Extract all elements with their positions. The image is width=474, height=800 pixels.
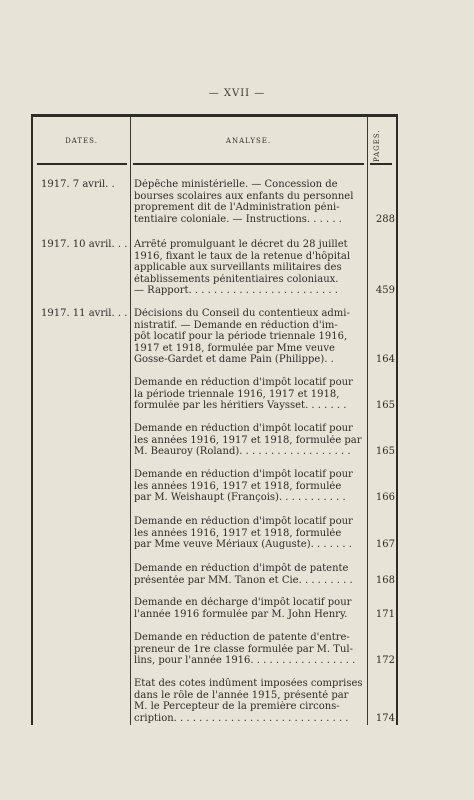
entry-line: Demande en réduction d'impôt locatif pour — [134, 469, 353, 480]
entry-date: 1917. 7 avril. . — [41, 179, 115, 190]
entry-analysis — [134, 563, 366, 586]
entry-analysis — [134, 423, 366, 458]
entry-line: Décisions du Conseil du contentieux admi- — [134, 308, 350, 319]
entry-line: les années 1916, 1917 et 1918, formulée — [134, 527, 342, 539]
entry-line: Dépêche ministérielle. — Concession de — [134, 179, 338, 190]
dates-column-header: DATES. — [65, 137, 98, 145]
entry-date: 1917. 11 avril. . . — [41, 308, 128, 319]
header-rule — [37, 163, 127, 165]
entry-line: cription. . . . . . . . . . . . . . . . . . . . . . . . . . . . — [134, 712, 349, 724]
entry-analysis — [134, 179, 366, 225]
entry-page: 166 — [375, 492, 395, 504]
entry-line: Gosse-Gardet et dame Pain (Philippe). . — [134, 354, 334, 366]
entry-page: 171 — [375, 608, 395, 620]
column-divider — [367, 117, 368, 725]
entry-line: — Rapport. . . . . . . . . . . . . . . . . . . . . . . . — [134, 285, 338, 297]
entry-line: nistratif. — Demande en réduction d'im- — [134, 319, 338, 331]
entry-line: formulée par les héritiers Vaysset. . . . . . . — [134, 400, 347, 412]
entry-line: les années 1916, 1917 et 1918, formulée par — [134, 434, 362, 446]
entry-line: preneur de 1re classe formulée par M. Tul- — [134, 643, 353, 655]
entry-line: lins, pour l'année 1916. . . . . . . . . . . . . . . . . — [134, 655, 356, 667]
entry-line: Demande en réduction d'impôt de patente — [134, 563, 349, 574]
entry-analysis — [134, 308, 366, 366]
entry-line: État des cotes indûment imposées comprises — [134, 678, 363, 689]
entry-line: dans le rôle de l'année 1915, présenté par — [134, 689, 349, 701]
entry-page: 288 — [375, 213, 395, 225]
entry-analysis — [134, 678, 366, 724]
entry-line: M. Beauroy (Roland). . . . . . . . . . . . . . . . . . — [134, 446, 351, 458]
entry-page: 168 — [375, 574, 395, 586]
analyse-column-header: ANALYSE. — [225, 137, 272, 145]
entry-analysis — [134, 469, 366, 504]
entry-page: 164 — [375, 354, 395, 366]
entry-analysis — [134, 516, 366, 551]
entry-date: 1917. 10 avril. . . — [41, 239, 128, 250]
entry-analysis — [134, 597, 366, 620]
entry-line: M. le Percepteur de la première circons- — [134, 701, 340, 713]
entry-line: Demande en réduction d'impôt locatif pour — [134, 516, 353, 527]
entry-line: par Mme veuve Mériaux (Auguste). . . . . . . — [134, 539, 352, 551]
entry-page: 165 — [375, 400, 395, 412]
entry-page: 172 — [375, 655, 395, 667]
entry-line: la période triennale 1916, 1917 et 1918, — [134, 388, 340, 400]
entry-line: Demande en décharge d'impôt locatif pour — [134, 597, 352, 608]
entry-line: établissements pénitentiaires coloniaux. — [134, 273, 339, 285]
entry-page: 167 — [375, 539, 395, 551]
column-divider — [130, 117, 131, 725]
header-rule — [370, 163, 392, 165]
entry-analysis — [134, 632, 366, 667]
entry-line: 1916, fixant le taux de la retenue d'hôpital — [134, 250, 351, 262]
entry-analysis — [134, 239, 366, 297]
entry-line: pôt locatif pour la période triennale 1916, — [134, 331, 348, 343]
header-rule — [133, 163, 364, 165]
entry-line: tentiaire coloniale. — Instructions. . . . . . — [134, 213, 342, 225]
entry-page: 165 — [375, 446, 395, 458]
entry-line: bourses scolaires aux enfants du personnel — [134, 190, 354, 202]
entry-line: proprement dit de l'Administration péni- — [134, 202, 340, 214]
entry-line: les années 1916, 1917 et 1918, formulée — [134, 480, 342, 492]
entry-line: Demande en réduction de patente d'entre- — [134, 632, 350, 643]
entry-line: présentée par MM. Tanon et Cie. . . . . . . . . — [134, 574, 353, 586]
entry-line: l'année 1916 formulée par M. John Henry. — [134, 608, 348, 620]
entry-page: 174 — [375, 712, 395, 724]
entry-line: par M. Weishaupt (François). . . . . . . . . . . — [134, 492, 346, 504]
index-table — [31, 114, 398, 725]
pages-column-header: PAGES. — [373, 129, 381, 163]
entry-line: Demande en réduction d'impôt locatif pour — [134, 423, 353, 434]
entry-line: applicable aux surveillants militaires des — [134, 262, 342, 274]
entry-page: 459 — [375, 285, 395, 297]
entry-line: Arrêté promulguant le décret du 28 juillet — [134, 239, 348, 250]
entry-analysis — [134, 377, 366, 412]
entry-line: Demande en réduction d'impôt locatif pour — [134, 377, 353, 388]
page-header: — XVII — — [208, 88, 266, 99]
entry-line: 1917 et 1918, formulée par Mme veuve — [134, 342, 335, 354]
